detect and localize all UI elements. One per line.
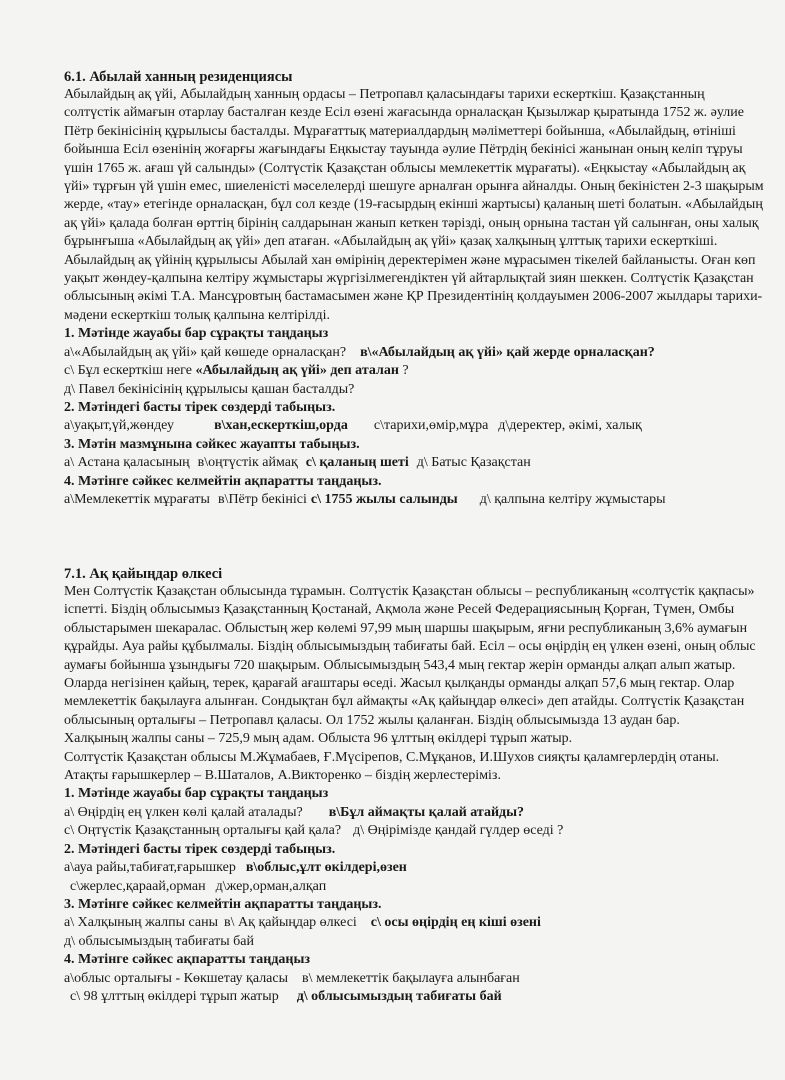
option-b: в\ Ақ қайыңдар өлкесі (224, 915, 357, 931)
option-c: с\жерлес,қараай,орман (70, 878, 206, 894)
question-4-options-row-2 (64, 988, 764, 1006)
option-a: а\ауа райы,табиғат,ғарышкер (64, 860, 236, 876)
question-4-options-row-1 (64, 970, 764, 988)
option-a: а\Мемлекеттік мұрағаты (64, 491, 210, 507)
passage-text: Мен Солтүстік Қазақстан облысында тұрамын. Солтүстік Қазақстан облысы – республиканың «солтүстік қақпасы» іспетті. Біздің облысымыз Қазақстанның Қостанай, Ақмола және Ресей Федерациясының Қорған, Түмен, Омбы облыстарымен шекаралас. Облыстың жер көлемі 97,99 мың шаршы шақырым, яғни республиканың 3,6% аумағын құрайды. Ауа райы құбылмалы. Біздің облысымыздың табиғаты бай. Есіл – осы өңірдің ең үлкен өзені, оның облыс аумағы бойынша ұзындығы 720 шақырым. Облысымыздың 543,4 мың гектар жерін орманды алқап алып жатыр. Оларда негізінен қайың, терек, қарағай ағаштары өседі. Жасыл қылқанды орманды алқап 57,6 мың гектар. Олар мемлекеттік бақылауға алынған. Сондықтан бұл аймақты «Ақ қайыңдар өлкесі» деп атайды. Солтүстік Қазақстан облысының орталығы – Петропавл қаласы. Ол 1752 жылы қаланған. Біздің облысымызда 13 аудан бар. (64, 584, 756, 728)
section-6-1 (64, 68, 764, 509)
option-c: с\ 1755 жылы салынды (310, 491, 458, 507)
option-b: в\облыс,ұлт өкілдері,өзен (245, 860, 407, 876)
question-3-prompt: 3. Мәтінге сәйкес келмейтін ақпаратты таңдаңыз. (64, 896, 382, 912)
question-3-options (64, 454, 764, 472)
option-d: д\ Батыс Қазақстан (416, 455, 531, 471)
option-c: с\ 98 ұлттың өкілдері тұрып жатыр (70, 988, 279, 1004)
question-2-options-row-1 (64, 859, 764, 877)
option-d: д\жер,орман,алқап (215, 878, 327, 894)
option-a: а\«Абылайдың ақ үйі» қай көшеде орналасқан? (64, 344, 347, 360)
option-a: а\ Өңірдің ең үлкен көлі қалай аталады? (64, 804, 303, 820)
option-c: с\ Оңтүстік Қазақстанның орталығы қай қала? (64, 823, 342, 839)
question-2-options-row-2 (64, 878, 764, 896)
section-7-1 (64, 565, 764, 1006)
question-2-prompt: 2. Мәтіндегі басты тірек сөздерді табыңыз. (64, 841, 336, 857)
question-4-options (64, 491, 764, 509)
question-3-prompt: 3. Мәтін мазмұнына сәйкес жауапты табыңыз. (64, 436, 360, 452)
question-2-prompt: 2. Мәтіндегі басты тірек сөздерді табыңыз. (64, 399, 336, 415)
option-d: д\ қалпына келтіру жұмыстары (479, 491, 666, 507)
question-4-prompt: 4. Мәтінге сәйкес ақпаратты таңдаңыз (64, 952, 311, 968)
question-1-options-row-2 (64, 822, 764, 840)
question-3-options-row-1 (64, 914, 764, 932)
question-1-options-row-1 (64, 344, 764, 362)
option-b: в\хан,ескерткіш,орда (214, 418, 348, 434)
question-1-options-row-1 (64, 804, 764, 822)
question-1-prompt: 1. Мәтінде жауабы бар сұрақты таңдаңыз (64, 786, 329, 802)
option-a: а\ Астана қаласының (64, 455, 190, 471)
option-c-bold: «Абылайдың ақ үйі» деп аталан (195, 363, 399, 379)
passage-text-population: Халқының жалпы саны – 725,9 мың адам. Облыста 96 ұлттың өкілдері тұрып жатыр. (64, 731, 573, 747)
option-d: д\деректер, әкімі, халық (498, 418, 642, 434)
option-b: в\Бұл аймақты қалай атайды? (328, 804, 525, 820)
option-a: а\уақыт,үй,жөндеу (64, 418, 175, 434)
option-b: в\«Абылайдың ақ үйі» қай жерде орналасқан? (360, 344, 655, 360)
question-1-prompt: 1. Мәтінде жауабы бар сұрақты таңдаңыз (64, 326, 329, 342)
option-b: в\ мемлекеттік бақылауға алынбаған (302, 970, 520, 986)
question-2-options (64, 417, 764, 435)
question-1-options-row-2 (64, 362, 764, 380)
option-b: в\Пётр бекінісі (217, 491, 307, 507)
question-1-options-row-3 (64, 381, 764, 399)
option-a: а\ Халқының жалпы саны (64, 915, 219, 931)
option-d: д\ облысымыздың табиғаты бай (296, 988, 502, 1004)
option-a: а\облыс орталығы - Көкшетау қаласы (64, 970, 289, 986)
reading-passage (64, 583, 764, 785)
option-c: с\ қаланың шеті (305, 455, 409, 471)
option-c-prefix: с\ Бұл ескерткіш неге (64, 363, 196, 379)
option-d: д\ Өңірімізде қандай гүлдер өседі ? (353, 823, 564, 839)
passage-text: Абылайдың ақ үйі, Абылайдың ханның ордасы – Петропавл қаласындағы тарихи ескерткіш. Қазақстанның солтүстік аймағын отарлау басталған кезде Есіл өзені жағасында орналасқан Қызылжар қыратында 1752 ж. әулие Пётр бекінісінің құрылысы басталды. Мұрағаттық материалдардың мәліметтері бойынша, «Абылайдың, өтініші бойынша Есіл өзенінің жоғарғы жағындағы Еңкыстау тауында әулие Пётрдің бекінісі жанынан оның келіп тұруы үшін 1765 ж. ағаш үй салынды» (Солтүстік Қазақстан облысы мемлекеттік мұрағаты). «Еңкыстау «Абылайдың ақ үйі» тұрғын үй үшін емес, шиеленісті мәселелерді шешуге арналған орынға айналды. Оның бекіністен 2-3 шақырым жерде, «тау» етегінде орналасқан, бұл сол кезде (19-ғасырдың екінші жартысы) қаланың шеті болатын. «Абылайдың ақ үйі» қалада болған өрттің бірінің салдарынан жанып кеткен тәрізді, оның орнына тастан үй салынған, оны халық бұрынғыша «Абылайдың ақ үйі» деп атаған. «Абылайдың ақ үйі» қазақ халқының ұлттық тарихи ескерткіші. Абылайдың ақ үйінің құрылысы Абылай хан өмірінің деректерімен және мұрасымен тікелей байланысты. Оған көп уақыт жөндеу-қалпына келтіру жұмыстары жүргізілмегендіктен үй айтарлықтай зиян шеккен. Солтүстік Қазақстан облысының әкімі Т.А. Мансұровтың бастамасымен және ҚР Президентінің қолдауымен 2006-2007 жылдары тарихи-мәдени ескерткіш толық қалпына келтірілді. (64, 87, 764, 323)
option-c: с\ осы өңірдің ең кіші өзені (370, 915, 541, 931)
question-3-options-row-2 (64, 933, 764, 951)
option-b: в\оңтүстік аймақ (197, 455, 298, 471)
option-d: д\ Павел бекінісінің құрылысы қашан басталды? (64, 381, 355, 397)
option-d: д\ облысымыздың табиғаты бай (64, 933, 254, 949)
option-c: с\тарихи,өмір,мұра (373, 418, 489, 434)
section-title: 6.1. Абылай ханның резиденциясы (64, 69, 293, 85)
option-c-suffix: ? (398, 363, 409, 379)
reading-passage (64, 86, 764, 325)
section-title: 7.1. Ақ қайыңдар өлкесі (64, 566, 223, 582)
question-4-prompt: 4. Мәтінге сәйкес келмейтін ақпаратты таңдаңыз. (64, 473, 382, 489)
passage-text-writers: Солтүстік Қазақстан облысы М.Жұмабаев, Ғ.Мүсірепов, С.Мұқанов, И.Шухов сияқты қаламгерлердің отаны. Атақты ғарышкерлер – В.Шаталов, А.Викторенко – біздің жерлестеріміз. (64, 749, 720, 784)
